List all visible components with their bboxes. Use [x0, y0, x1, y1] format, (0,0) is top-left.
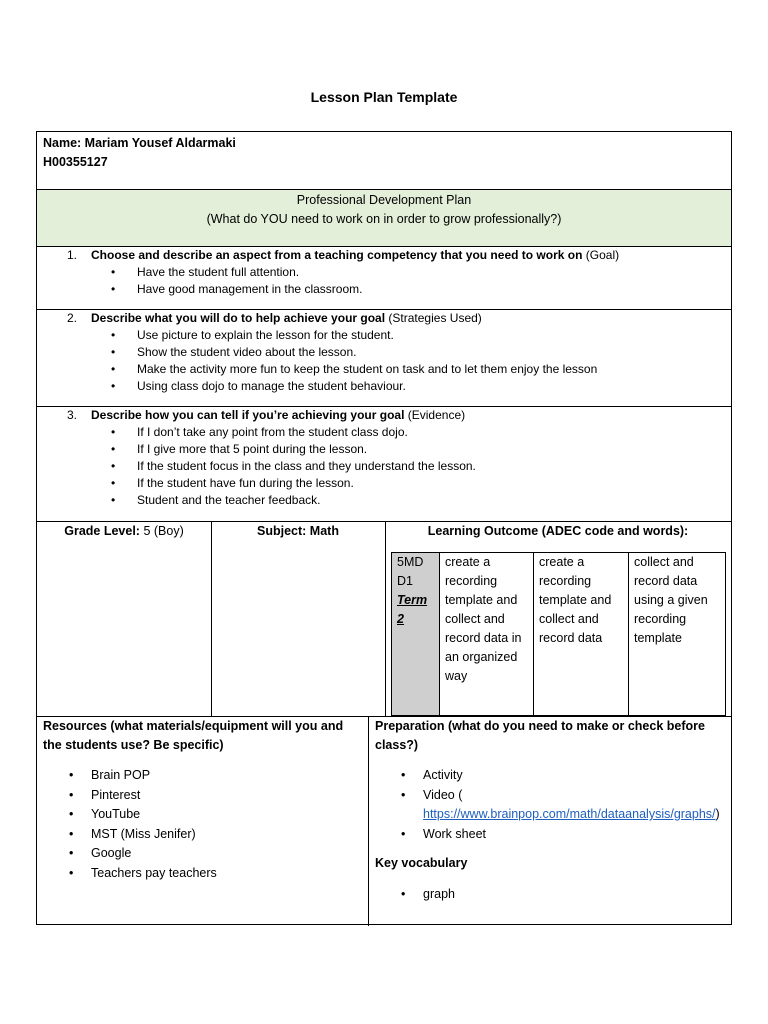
list-item [109, 344, 597, 361]
list-item-text: YouTube [91, 807, 141, 821]
bullet-icon: • [69, 865, 74, 880]
list-item [43, 786, 362, 806]
section-heading-text: Describe what you will do to help achieve your goal [91, 311, 386, 325]
lesson-plan-table [36, 131, 732, 925]
list-item-text: Make the activity more fun to keep the student on task and to let them enjoy the lesson [137, 362, 598, 376]
bullet-icon: • [111, 362, 116, 376]
list-item-text: MST (Miss Jenifer) [91, 826, 196, 841]
bullet-icon: • [69, 807, 74, 821]
bullet-icon: • [111, 442, 116, 456]
vocab-list [375, 885, 725, 905]
resources-list [43, 766, 362, 883]
section-heading [67, 407, 465, 424]
bullet-list [109, 264, 362, 298]
bullet-icon: • [111, 493, 116, 507]
learning-outcome-tag: (ADEC code and words): [541, 524, 689, 538]
vocab-heading: Key vocabulary [375, 856, 468, 870]
grade-subject-outcome-row [37, 522, 731, 717]
list-item [43, 825, 362, 845]
list-item-text: Show the student video about the lesson. [137, 345, 357, 359]
grade-level [37, 522, 211, 541]
preparation-heading-bold: Preparation [375, 719, 445, 733]
list-item [375, 766, 725, 786]
preparation-heading [375, 717, 725, 755]
list-item [43, 766, 362, 786]
list-item-text: ) [715, 807, 720, 821]
list-item-text: Brain POP [91, 768, 151, 782]
outcome-level-cell: collect and record data using a given recording template [634, 555, 708, 645]
outcome-code: 5MD [397, 555, 424, 569]
list-item-text: Pinterest [91, 787, 141, 802]
list-item [109, 475, 476, 492]
list-item-text: Have good management in the classroom. [137, 282, 363, 296]
section-tag: (Strategies Used) [388, 311, 482, 325]
list-item-text: Use picture to explain the lesson for the student. [137, 328, 394, 342]
page-title: Lesson Plan Template [310, 89, 458, 105]
bullet-list [109, 424, 476, 509]
section-number: 2. [67, 311, 78, 325]
bullet-icon: • [111, 265, 116, 279]
bullet-icon: • [111, 425, 116, 439]
learning-outcome-label: Learning Outcome [427, 524, 539, 538]
outcome-term-number: 2 [397, 612, 404, 626]
bullet-icon: • [69, 787, 74, 802]
list-item [375, 786, 725, 825]
list-item-text: graph [423, 887, 455, 901]
list-item [43, 844, 362, 864]
subject-cell [211, 522, 386, 716]
list-item [109, 492, 476, 509]
list-item [109, 378, 597, 395]
list-item-text: Activity [423, 768, 463, 782]
bullet-icon: • [111, 379, 116, 393]
bullet-icon: • [111, 328, 116, 342]
list-item [109, 361, 597, 378]
bullet-icon: • [111, 476, 116, 490]
bullet-icon: • [69, 846, 74, 860]
outcome-code: D1 [397, 574, 413, 588]
list-item-text: Video ( [423, 787, 463, 802]
bullet-icon: • [401, 887, 406, 901]
resources-heading [43, 717, 362, 755]
learning-outcome-table [391, 552, 726, 716]
preparation-list [375, 766, 725, 844]
student-id: H00355127 [43, 155, 108, 169]
bullet-icon: • [401, 787, 406, 802]
grade-cell [37, 522, 212, 716]
list-item-text: Google [91, 846, 132, 860]
bullet-icon: • [111, 345, 116, 359]
section-strategies [37, 310, 731, 407]
list-item-text: If I give more that 5 point during the lesson. [137, 442, 368, 456]
preparation-cell [369, 717, 731, 926]
cell-divider [383, 522, 386, 716]
list-item-text: Have the student full attention. [137, 265, 300, 279]
bullet-icon: • [401, 768, 406, 782]
list-item-text: Student and the teacher feedback. [137, 493, 321, 507]
list-item-text: If I don’t take any point from the student class dojo. [137, 425, 408, 439]
resources-preparation-row [37, 717, 731, 926]
list-item-text: If the student focus in the class and they understand the lesson. [137, 459, 476, 473]
section-heading [67, 247, 619, 264]
bullet-icon: • [69, 768, 74, 782]
outcome-level-cell: create a recording template and collect and record data in an organized way [440, 553, 534, 715]
section-tag: (Evidence) [407, 408, 466, 422]
list-item [109, 458, 476, 475]
outcome-level-cell: create a recording template and collect and record data [534, 553, 629, 715]
resources-heading-bold: Resources [43, 719, 107, 733]
section-number: 3. [67, 408, 78, 422]
resources-heading-rest: (what materials/equipment will you and the students use? Be specific) [43, 719, 344, 752]
list-item [109, 441, 476, 458]
pdp-title: Professional Development Plan [296, 193, 472, 207]
preparation-heading-rest: (what do you need to make or check before class?) [375, 719, 705, 752]
pdp-subtitle: (What do YOU need to work on in order to grow professionally?) [206, 212, 562, 226]
list-item [109, 424, 476, 441]
section-number: 1. [67, 248, 78, 262]
student-name: Name: Mariam Yousef Aldarmaki [43, 136, 236, 150]
video-link[interactable]: https://www.brainpop.com/math/dataanalysis/graphs/ [423, 807, 716, 821]
section-tag: (Goal) [585, 248, 620, 262]
bullet-icon: • [401, 826, 406, 841]
list-item-text: Using class dojo to manage the student behaviour. [137, 379, 406, 393]
list-item [109, 281, 362, 298]
grade-label: Grade Level: [64, 524, 140, 538]
bullet-list [109, 327, 597, 395]
resources-cell [37, 717, 369, 926]
outcome-term: Term [397, 593, 428, 607]
bullet-icon: • [69, 826, 74, 841]
learning-outcome-heading [385, 522, 731, 541]
list-item [375, 885, 725, 905]
subject: Subject: Math [257, 524, 339, 538]
list-item [375, 825, 725, 845]
list-item [43, 805, 362, 825]
bullet-icon: • [111, 282, 116, 296]
list-item [109, 264, 362, 281]
grade-value: 5 (Boy) [143, 524, 184, 538]
list-item [109, 327, 597, 344]
section-heading-text: Describe how you can tell if you’re achieving your goal [91, 408, 405, 422]
outcome-code-cell [392, 553, 440, 715]
pdp-header [37, 190, 731, 247]
list-item [43, 864, 362, 884]
section-goal [37, 247, 731, 310]
section-heading [67, 310, 482, 327]
list-item-text: Work sheet [423, 826, 486, 841]
section-evidence [37, 407, 731, 522]
list-item-text: If the student have fun during the lesson. [137, 476, 354, 490]
bullet-icon: • [111, 459, 116, 473]
name-row [37, 132, 731, 190]
list-item-text: Teachers pay teachers [91, 865, 217, 880]
section-heading-text: Choose and describe an aspect from a teaching competency that you need to work on [91, 248, 583, 262]
